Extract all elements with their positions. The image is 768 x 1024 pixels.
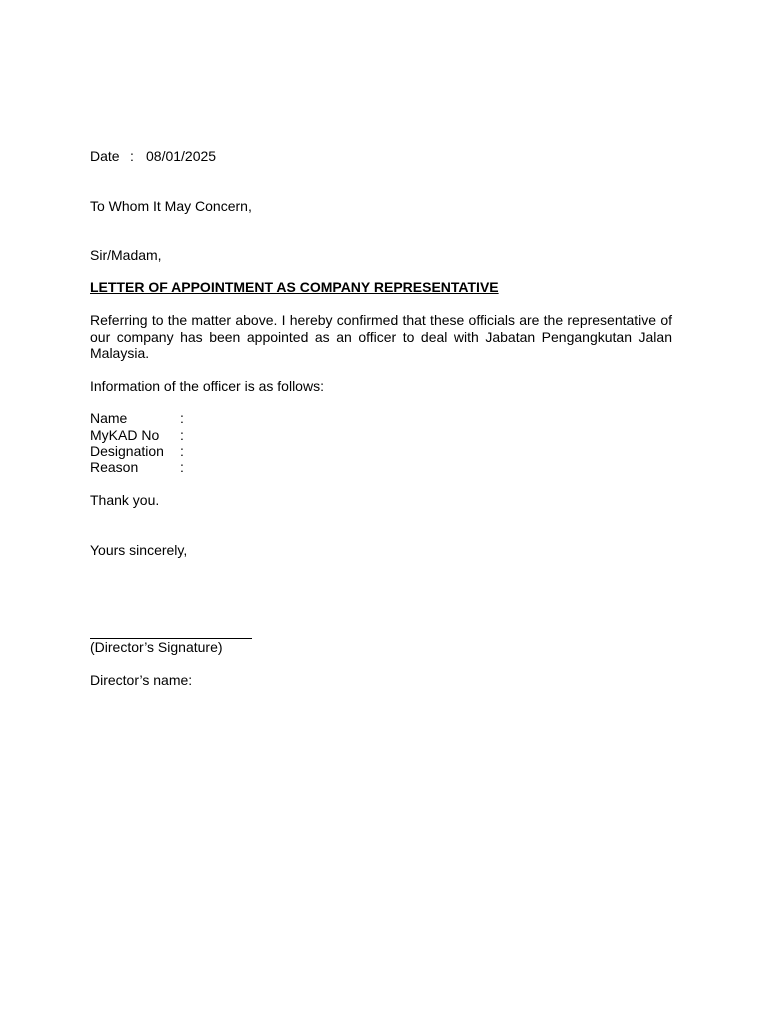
date-label: Date — [90, 148, 120, 164]
signature-caption: (Director’s Signature) — [90, 639, 223, 655]
letter-body: Referring to the matter above. I hereby confirmed that these officials are the representative of our company has been appointed as an officer to deal with Jabatan Pengangkutan Jalan Malaysia. — [90, 312, 672, 361]
director-name-label: Director’s name: — [90, 672, 193, 688]
field-mykad-row — [90, 427, 190, 443]
field-designation-row — [90, 443, 190, 459]
greeting-sir-madam: Sir/Madam, — [90, 247, 162, 263]
info-intro: Information of the officer is as follows: — [90, 378, 324, 394]
field-colon: : — [180, 427, 184, 443]
field-label: Name — [90, 410, 128, 426]
field-label: Reason — [90, 459, 139, 475]
field-colon: : — [180, 443, 184, 459]
greeting-to-whom: To Whom It May Concern, — [90, 198, 252, 214]
thanks-line: Thank you. — [90, 492, 160, 508]
field-label: MyKAD No — [90, 427, 160, 443]
date-line — [90, 148, 216, 164]
closing-line: Yours sincerely, — [90, 542, 188, 558]
date-value: 08/01/2025 — [146, 148, 217, 164]
field-name-row — [90, 410, 190, 426]
field-colon: : — [180, 410, 184, 426]
date-separator: : — [130, 148, 134, 164]
field-label: Designation — [90, 443, 164, 459]
field-colon: : — [180, 459, 184, 475]
letter-subject: LETTER OF APPOINTMENT AS COMPANY REPRESENTATIVE — [90, 279, 499, 295]
field-reason-row — [90, 459, 190, 475]
